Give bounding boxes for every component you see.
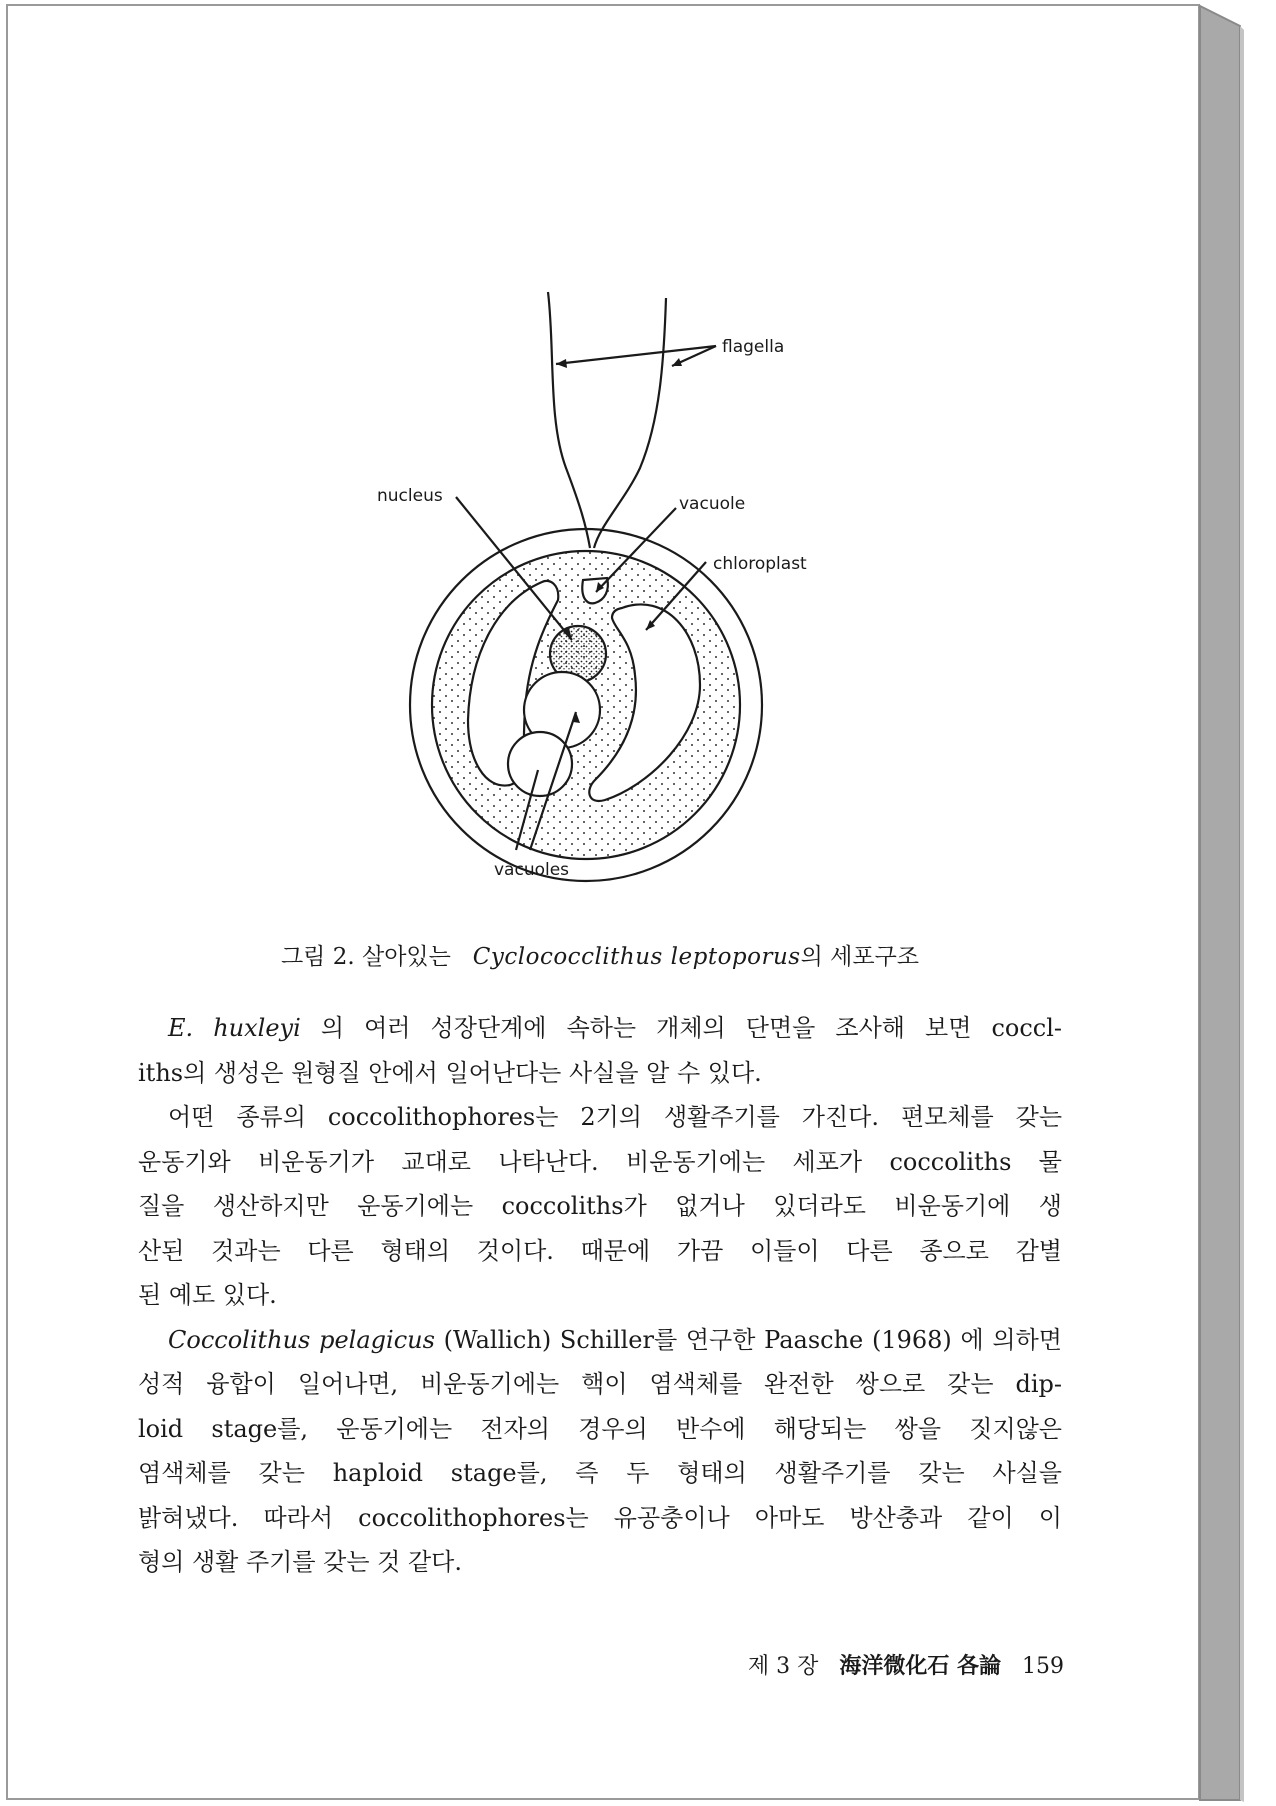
caption-prefix: 그림 2. 살아있는 xyxy=(280,944,451,970)
vacuole-lower xyxy=(508,732,572,796)
arrowhead-flagella-2 xyxy=(672,358,682,366)
paragraph-3-line-5: 밝혀냈다. 따라서 coccolithophores는 유공충이나 아마도 방산충과 같이 이 xyxy=(138,1503,1062,1532)
label-nucleus: nucleus xyxy=(377,486,443,506)
page-number: 159 xyxy=(1022,1654,1064,1679)
paragraph-2-line-3: 질을 생산하지만 운동기에는 coccoliths가 없거나 있더라도 비운동기에 생 xyxy=(138,1192,1062,1220)
footer-title: 海洋微化石 各論 xyxy=(839,1653,1001,1679)
paragraph-2-line-4: 산된 것과는 다른 형태의 것이다. 때문에 가끔 이들이 다른 종으로 감별 xyxy=(138,1236,1062,1265)
caption-species: Cyclococclithus leptoporus xyxy=(472,944,801,970)
label-vacuole: vacuole xyxy=(679,494,746,514)
paragraph-1-line-2: iths의 생성은 원형질 안에서 일어난다는 사실을 알 수 있다. xyxy=(138,1058,762,1087)
paragraph-3-line-3: loid stage를, 운동기에는 전자의 경우의 반수에 해당되는 쌍을 짓지않은 xyxy=(138,1414,1062,1443)
right-flagellum xyxy=(594,298,666,548)
page-footer xyxy=(734,1649,1064,1680)
paragraph-2-line-2: 운동기와 비운동기가 교대로 나타난다. 비운동기에는 세포가 coccoliths 물 xyxy=(138,1147,1062,1176)
caption-suffix: 의 세포구조 xyxy=(800,944,920,970)
paragraph-2-line-1: 어떤 종류의 coccolithophores는 2기의 생활주기를 가진다. 편모체를 갖는 xyxy=(168,1103,1062,1131)
text-run: (Wallich) Schiller를 연구한 Paasche (1968) 에 의하면 xyxy=(434,1325,1062,1354)
footer-chapter: 제 3 장 xyxy=(747,1654,819,1679)
flagella-pointer-1 xyxy=(556,346,716,364)
left-flagellum xyxy=(548,292,590,548)
label-vacuoles: vacuoles xyxy=(494,860,570,880)
arrowhead-flagella-1 xyxy=(556,359,567,368)
species-name: Coccolithus pelagicus xyxy=(168,1325,435,1354)
species-name: E. huxleyi xyxy=(168,1014,301,1042)
body-text xyxy=(138,1006,1062,1585)
paragraph-2-line-5: 된 예도 있다. xyxy=(138,1281,277,1309)
paragraph-3-line-1 xyxy=(138,1318,1062,1363)
paragraph-3-line-2: 성적 융합이 일어나면, 비운동기에는 핵이 염색체를 완전한 쌍으로 갖는 dip- xyxy=(138,1370,1062,1398)
label-chloroplast: chloroplast xyxy=(713,554,807,574)
text-run: 의 여러 성장단계에 속하는 개체의 단면을 조사해 보면 coccl- xyxy=(300,1014,1062,1042)
paragraph-3-line-4: 염색체를 갖는 haploid stage를, 즉 두 형태의 생활주기를 갖는 사실을 xyxy=(138,1459,1062,1487)
paragraph-1-line-1 xyxy=(138,1006,1062,1051)
paragraph-3-line-6: 형의 생활 주기를 갖는 것 같다. xyxy=(138,1548,462,1576)
label-flagella: flagella xyxy=(722,337,785,357)
figure-caption xyxy=(140,938,1060,971)
